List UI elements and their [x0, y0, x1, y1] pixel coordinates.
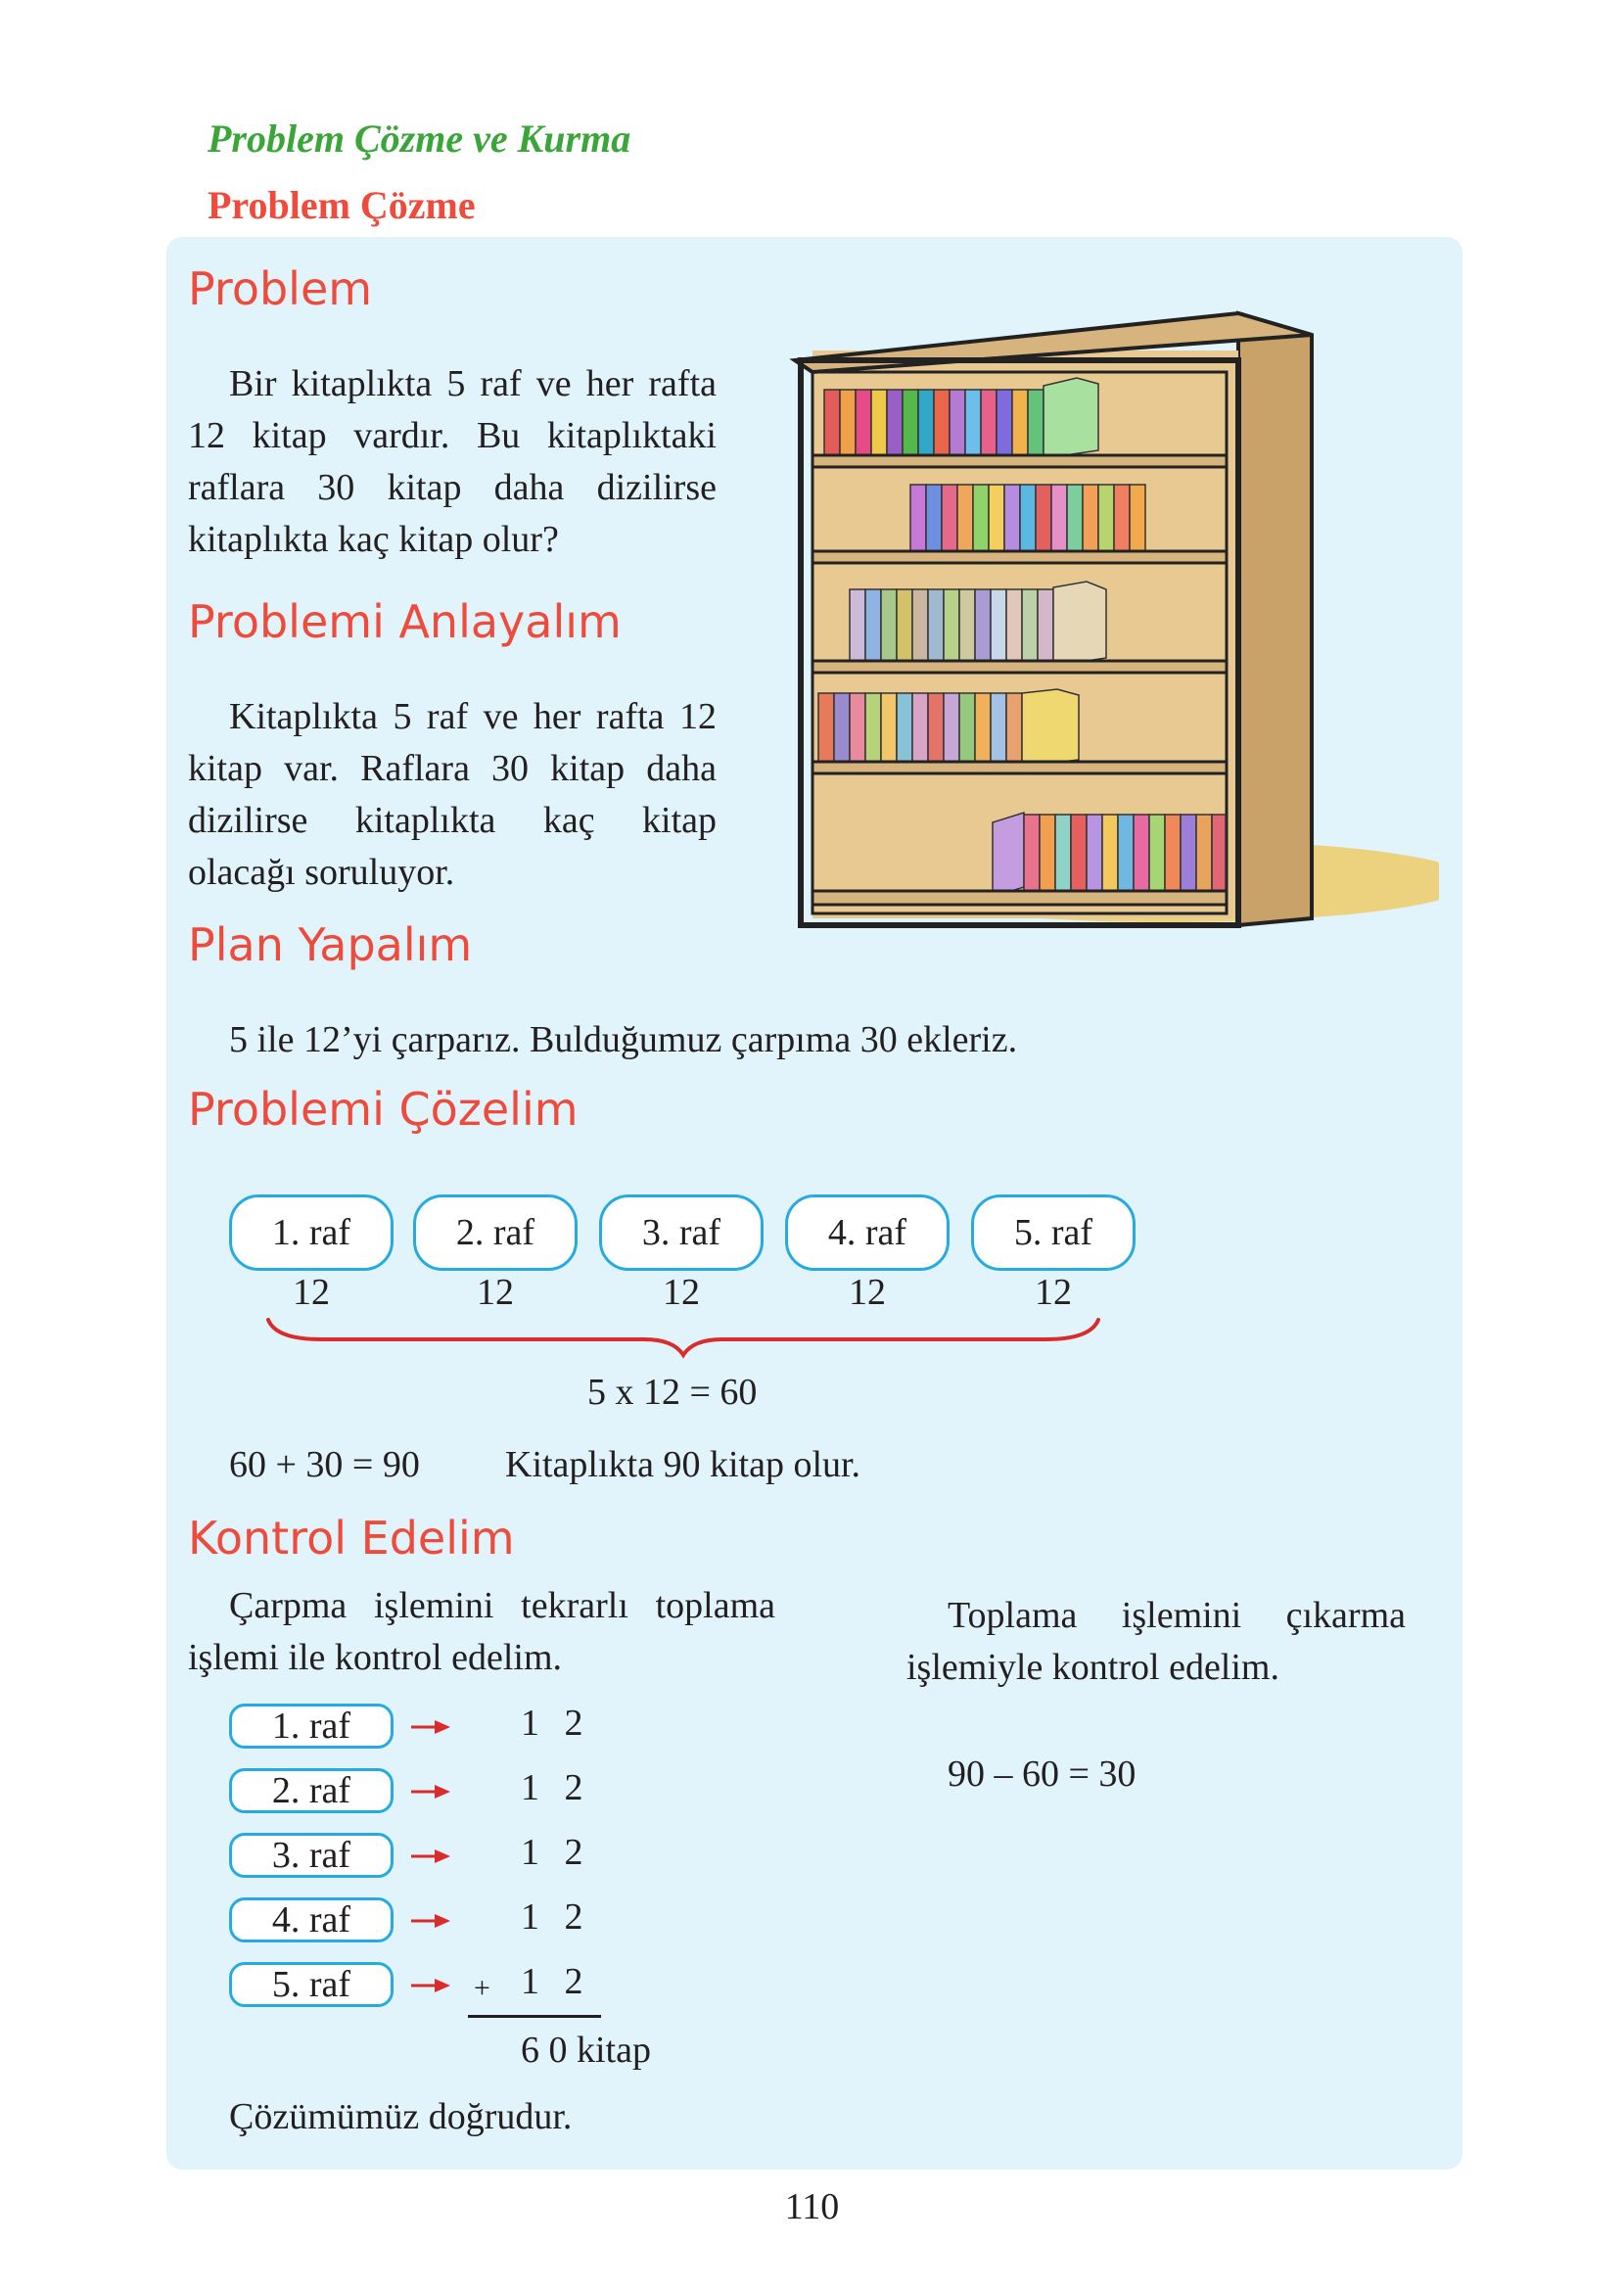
plus-sign: +: [474, 1972, 490, 2004]
shelf-count: 12: [1035, 1272, 1072, 1313]
check-right-text: Toplama işlemini çıkarma işlemiyle kontrol edelim.: [906, 1595, 1406, 1688]
section-title: Problem Çözme ve Kurma: [208, 117, 631, 161]
product-equation: 5 x 12 = 60: [587, 1372, 758, 1413]
understand-text: Kitaplıkta 5 raf ve her rafta 12 kitap var. Raflara 30 kitap daha dizilirse kitaplıkta kaç kitap olacağı soruluyor.: [188, 696, 717, 893]
shelf-pill: 2. raf: [413, 1194, 578, 1271]
row-pill: 5. raf: [229, 1962, 394, 2007]
total-value: 6 0 kitap: [521, 2030, 651, 2071]
shelf-count: 12: [663, 1272, 700, 1313]
addend-value: 1 2: [521, 1767, 591, 1808]
sum-line: [468, 2015, 601, 2018]
arrow-right-icon: [409, 1847, 452, 1866]
row-pill: 1. raf: [229, 1704, 394, 1749]
addend-value: 1 2: [521, 1961, 591, 2002]
sum-equation: 60 + 30 = 90: [229, 1444, 420, 1485]
solve-heading: Problemi Çözelim: [188, 1083, 579, 1136]
arrow-right-icon: [409, 1911, 452, 1931]
arrow-right-icon: [409, 1717, 452, 1737]
shelf-pill: 5. raf: [971, 1194, 1136, 1271]
shelf-pill: 1. raf: [229, 1194, 394, 1271]
row-pill: 3. raf: [229, 1833, 394, 1878]
understand-heading: Problemi Anlayalım: [188, 595, 622, 648]
page-number: 110: [784, 2186, 840, 2227]
addend-value: 1 2: [521, 1832, 591, 1873]
problem-text: Bir kitaplıkta 5 raf ve her rafta 12 kitap vardır. Bu kitaplıktaki raflara 30 kitap daha dizilirse kitaplıkta kaç kitap olur?: [188, 363, 717, 560]
arrow-right-icon: [409, 1782, 452, 1801]
shelf-count: 12: [849, 1272, 886, 1313]
row-pill: 2. raf: [229, 1768, 394, 1813]
plan-text: 5 ile 12’yi çarparız. Bulduğumuz çarpıma 30 ekleriz.: [229, 1019, 1018, 1060]
plan-heading: Plan Yapalım: [188, 918, 473, 971]
shelf-count: 12: [293, 1272, 330, 1313]
check-heading: Kontrol Edelim: [188, 1512, 515, 1565]
subtraction-equation: 90 – 60 = 30: [948, 1753, 1137, 1795]
addend-value: 1 2: [521, 1896, 591, 1938]
shelf-pill: 4. raf: [785, 1194, 950, 1271]
grouping-brace: [262, 1312, 1104, 1359]
arrow-right-icon: [409, 1976, 452, 1995]
result-text: Kitaplıkta 90 kitap olur.: [505, 1444, 861, 1485]
subsection-title: Problem Çözme: [208, 183, 476, 227]
shelf-pill: 3. raf: [599, 1194, 764, 1271]
problem-heading: Problem: [188, 262, 373, 315]
conclusion-text: Çözümümüz doğrudur.: [229, 2096, 573, 2137]
shelf-count: 12: [477, 1272, 514, 1313]
addend-value: 1 2: [521, 1703, 591, 1744]
check-left-text: Çarpma işlemini tekrarlı toplama işlemi ile kontrol edelim.: [188, 1585, 775, 1678]
row-pill: 4. raf: [229, 1897, 394, 1942]
bookshelf-illustration: [734, 304, 1439, 940]
